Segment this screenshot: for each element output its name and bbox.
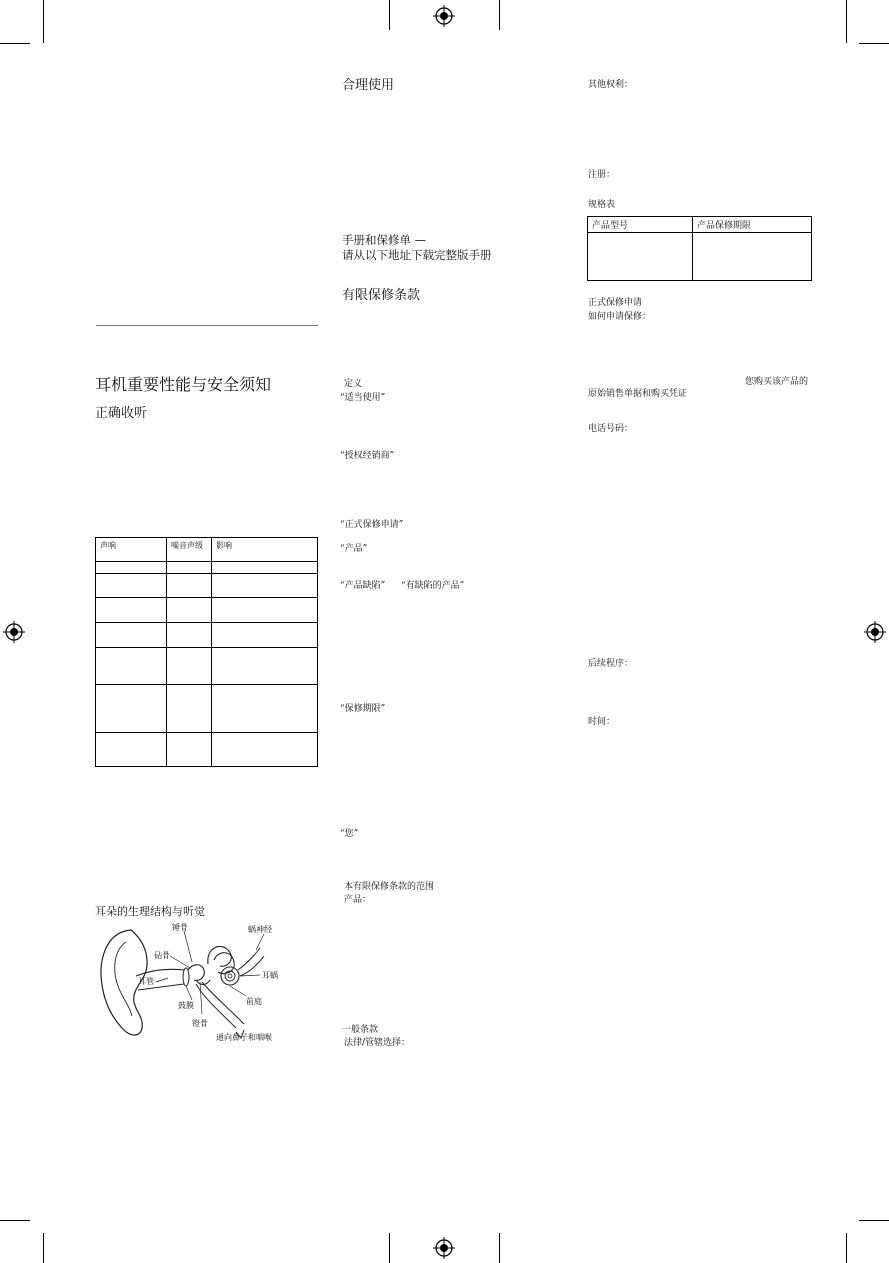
crop-mark-bottom-left-vertical bbox=[43, 1233, 44, 1263]
noise-col-level: 噪音声级 bbox=[167, 538, 212, 562]
label-spec-table: 规格表 bbox=[588, 200, 616, 210]
table-row bbox=[96, 574, 318, 598]
label-time: 时间： bbox=[588, 717, 616, 727]
nerve-shape bbox=[238, 948, 264, 976]
heading-proper-listening: 正确收听 bbox=[95, 406, 148, 421]
def-product: “产品” bbox=[340, 544, 368, 554]
spec-table bbox=[587, 216, 812, 281]
crop-mark-top-right-horizontal bbox=[859, 43, 889, 44]
label-registration: 注册： bbox=[588, 170, 616, 180]
def-authorized-dealer: “授权经销商” bbox=[340, 451, 395, 461]
noise-col-sound: 声响 bbox=[96, 538, 167, 562]
label-general-terms: 一般条款 bbox=[342, 1025, 379, 1035]
heading-safety: 耳机重要性能与安全须知 bbox=[95, 375, 272, 394]
crop-mark-bottom-center-2 bbox=[499, 1233, 500, 1263]
registration-mark-right-icon bbox=[864, 621, 886, 643]
section-divider bbox=[96, 325, 318, 326]
crop-mark-bottom-center bbox=[389, 1233, 390, 1263]
table-row bbox=[96, 733, 318, 767]
label-follow-up: 后续程序： bbox=[588, 659, 634, 669]
def-product-defect: “产品缺陷” bbox=[340, 581, 386, 591]
label-law-choice: 法律/管辖选择： bbox=[344, 1038, 411, 1048]
cochlea-shape bbox=[221, 967, 239, 985]
table-row bbox=[96, 685, 318, 733]
heading-proper-use: 合理使用 bbox=[342, 78, 395, 93]
text-purchase-receipt-1: 您购买该产品的 bbox=[745, 377, 809, 387]
eardrum-shape bbox=[183, 968, 189, 986]
label-auditory-nerve: 蜗神经 bbox=[248, 925, 272, 934]
registration-mark-bottom-icon bbox=[433, 1237, 455, 1259]
table-row bbox=[96, 598, 318, 623]
label-eardrum: 鼓膜 bbox=[178, 1001, 194, 1010]
label-phone: 电话号码： bbox=[588, 424, 634, 434]
label-definitions: 定义 bbox=[344, 379, 363, 389]
registration-mark-top-icon bbox=[433, 5, 455, 27]
label-malleus: 锤骨 bbox=[172, 923, 188, 932]
crop-mark-top-right-vertical bbox=[846, 0, 847, 43]
ear-anatomy-diagram bbox=[96, 920, 306, 1045]
crop-mark-top-left-horizontal bbox=[0, 43, 30, 44]
table-row bbox=[588, 233, 812, 281]
crop-mark-top-left-vertical bbox=[43, 0, 44, 43]
heading-manual-line2: 请从以下地址下载完整版手册 bbox=[342, 248, 492, 262]
label-warranty-claim: 正式保修申请 bbox=[588, 298, 643, 308]
crop-mark-top-center bbox=[389, 0, 390, 30]
label-scope-product: 产品： bbox=[344, 895, 372, 905]
heading-manual-line1: 手册和保修单 — bbox=[342, 233, 427, 247]
label-vestibule: 前庭 bbox=[246, 997, 262, 1006]
label-anvil: 砧骨 bbox=[154, 951, 170, 960]
crop-mark-top-center-2 bbox=[499, 0, 500, 30]
text-purchase-receipt-2: 原始销售单据和购买凭证 bbox=[588, 389, 688, 399]
crop-mark-bottom-left-horizontal bbox=[0, 1220, 30, 1221]
label-cochlea: 耳蜗 bbox=[262, 971, 278, 980]
semicircular-canals-shape bbox=[208, 946, 234, 973]
noise-col-effect: 影响 bbox=[212, 538, 318, 562]
label-scope: 本有限保修条款的范围 bbox=[344, 882, 435, 892]
spec-col-model: 产品型号 bbox=[588, 217, 693, 233]
def-proper-use: “适当使用” bbox=[340, 393, 386, 403]
def-warranty-claim: “正式保修申请” bbox=[340, 520, 404, 530]
label-to-nose-throat: 通向鼻子和咽喉 bbox=[216, 1033, 272, 1042]
label-stapes: 镫骨 bbox=[192, 1019, 208, 1028]
def-defective-product: “有缺陷的产品” bbox=[401, 581, 465, 591]
def-warranty-period: “保修期限” bbox=[340, 704, 386, 714]
crop-mark-bottom-right-horizontal bbox=[859, 1220, 889, 1221]
label-ear-canal: 耳管 bbox=[138, 977, 154, 986]
table-row bbox=[96, 648, 318, 685]
label-other-rights: 其他权利： bbox=[588, 80, 634, 90]
spec-col-warranty-period: 产品保修期限 bbox=[693, 217, 812, 233]
heading-ear-anatomy: 耳朵的生理结构与听觉 bbox=[95, 905, 205, 918]
crop-mark-bottom-right-vertical bbox=[846, 1233, 847, 1263]
table-row bbox=[96, 623, 318, 648]
noise-level-table bbox=[95, 537, 318, 767]
label-how-to-claim: 如何申请保修： bbox=[588, 312, 652, 322]
def-you: “您” bbox=[340, 829, 359, 839]
table-row bbox=[96, 562, 318, 574]
registration-mark-left-icon bbox=[3, 621, 25, 643]
ossicles-shape bbox=[188, 965, 210, 985]
heading-limited-warranty: 有限保修条款 bbox=[342, 288, 421, 303]
